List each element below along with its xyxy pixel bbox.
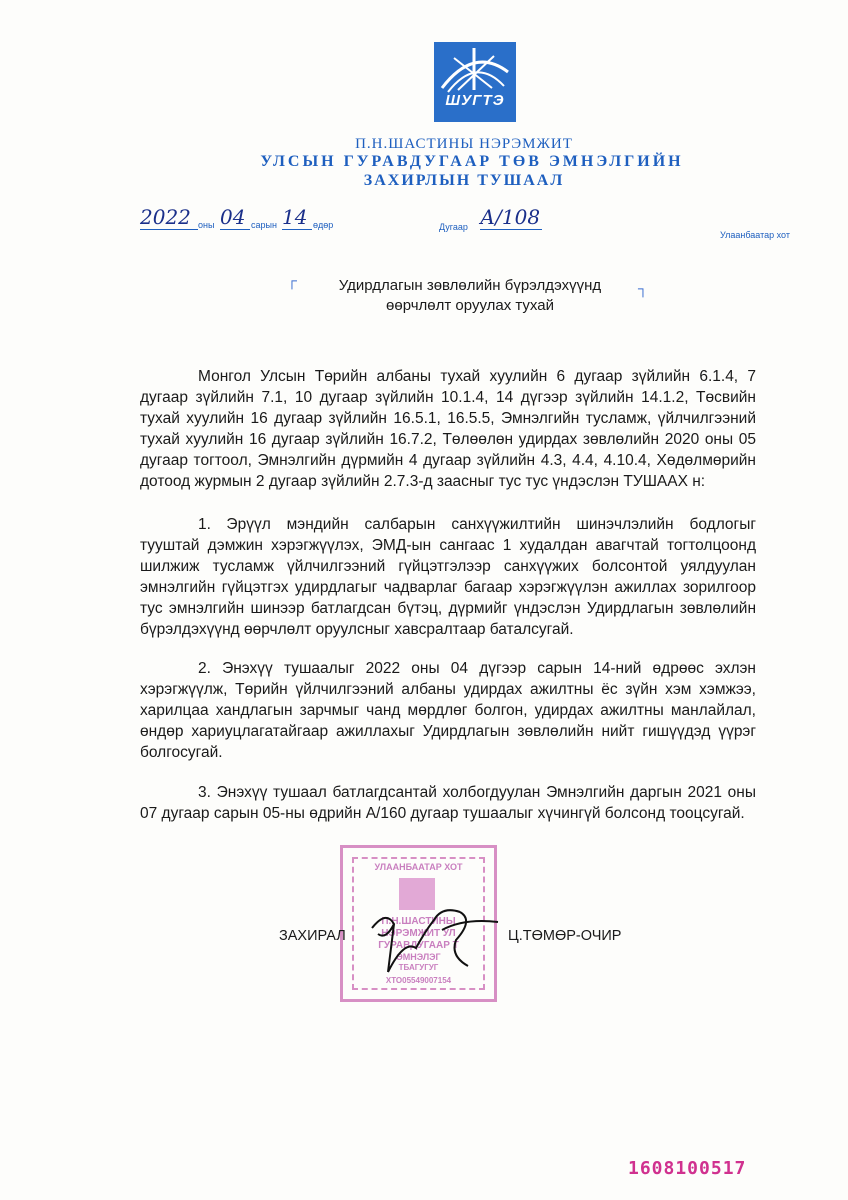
order-item-2: 2. Энэхүү тушаалыг 2022 оны 04 дүгээр сарын 14-ний өдрөөс эхлэн хэрэгжүүлж, Төрийн үйлчилгээний албаны удирдах ажилтны ёс зүйн хэм хэмжээ, харилцаа хандлагын зарчмыг чанд мөрдлөг болгон, удирдах ажилтны манлайлал, өндөр хариуцлагатайгаар ажиллахыг Удирдлагын зөвлөлийн нийт гишүүдэд үүрэг болгосугай. [140,660,756,761]
document-title [200,276,740,316]
order-item-1: 1. Эрүүл мэндийн салбарын санхүүжилтийн шинэчлэлийн бодлогыг тууштай дэмжин хэрэгжүүлэх, ЭМД-ын сангаас 1 худалдан авагчтай тогтолцоонд шилжиж тусламж үйлчилгээний гүйцэтгэлээр санхүүжих болсонтой уялдуулан эмнэлгийн гүйцэтгэх удирдлагыг чадварлаг багаар хэрэгжүүлэн ажиллах зорилгоор тус эмнэлгийн шинээр батлагдсан бүтэц, дүрмийг үндэслэн Удирдлагын зөвлөлийн бүрэлдэхүүнд өөрчлөлт оруулсныг хавсралтаар баталсугай. [140,516,756,638]
signatory-name: Ц.ТӨМӨР-ОЧИР [508,928,622,944]
hospital-name: УЛСЫН ГУРАВДУГААР ТӨВ ЭМНЭЛГИЙН [260,153,684,170]
title-corner-right: ┐ [638,280,648,296]
stamp-line-3: ГУРАВДУГААР Т [378,940,459,951]
serial-number: 1608100517 [628,1158,747,1179]
signatory-position: ЗАХИРАЛ [279,928,346,944]
hospital-logo [434,42,516,122]
stamp-top-text: УЛААНБААТАР ХОТ [374,862,463,872]
date-year: 2022 [140,205,198,230]
stamp-line-1: П.Н.ШАСТИНЫ [381,916,456,927]
preamble-paragraph: Монгол Улсын Төрийн албаны тухай хуулийн 6 дугаар зүйлийн 6.1.4, 7 дугаар зүйлийн 7.1, 10 дугаар зүйлийн 10.1.4, 14 дүгээр зүйлийн 14.1.2, Төсвийн тухай хуулийн 16 дугаар зүйлийн 16.5.1, 16.5.5, Эмнэлгийн тусламж, үйлчилгээний тухай хуулийн 16 дугаар зүйлийн 16.7.2, Төлөөлөн удирдах зөвлөлийн 2020 оны 05 дугаар тогтоол, Эмнэлгийн дүрмийн 4 дугаар зүйлийн 4.3, 4.4, 4.10.4, Хөдөлмөрийн дотоод журмын 2 дугаар зүйлийн 2.7.3-д заасныг тус тус үндэслэн ТУШААХ н: [140,368,756,490]
handwritten-signature [364,900,504,980]
order-number: А/108 [480,205,541,229]
date-day: 14 [282,205,312,230]
title-line-2: өөрчлөлт оруулах тухай [386,297,554,314]
city-label: Улаанбаатар хот [720,230,790,240]
order-item-3: 3. Энэхүү тушаал батлагдсантай холбогдуулан Эмнэлгийн даргын 2021 оны 07 дугаар сарын 05-ны өдрийн А/160 дугаар тушаалыг хүчингүй болсонд тооцсугай. [140,784,756,822]
stamp-line-5: ТБАГУГУГ [398,963,439,972]
logo-graphic [434,42,516,122]
order-number-label: Дугаар [439,222,468,232]
hospital-subtitle: П.Н.ШАСТИНЫ НЭРЭМЖИТ [355,136,573,152]
stamp-line-2: НЭРЭМЖИТ УЛ [381,928,456,939]
title-line-1: Удирдлагын зөвлөлийн бүрэлдэхүүнд [338,277,602,294]
order-title: ЗАХИРЛЫН ТУШААЛ [363,172,565,189]
date-year-label: оны [198,220,215,230]
logo-text: ШУГТЭ [445,92,505,109]
date-month: 04 [220,205,250,230]
stamp-line-6: ХТО05549007154 [385,976,452,985]
title-corner-left: ┌ [287,272,297,288]
date-day-label: өдөр [313,220,334,230]
stamp-line-4: ЭМНЭЛЭГ [396,952,441,962]
date-month-label: сарын [251,220,277,230]
